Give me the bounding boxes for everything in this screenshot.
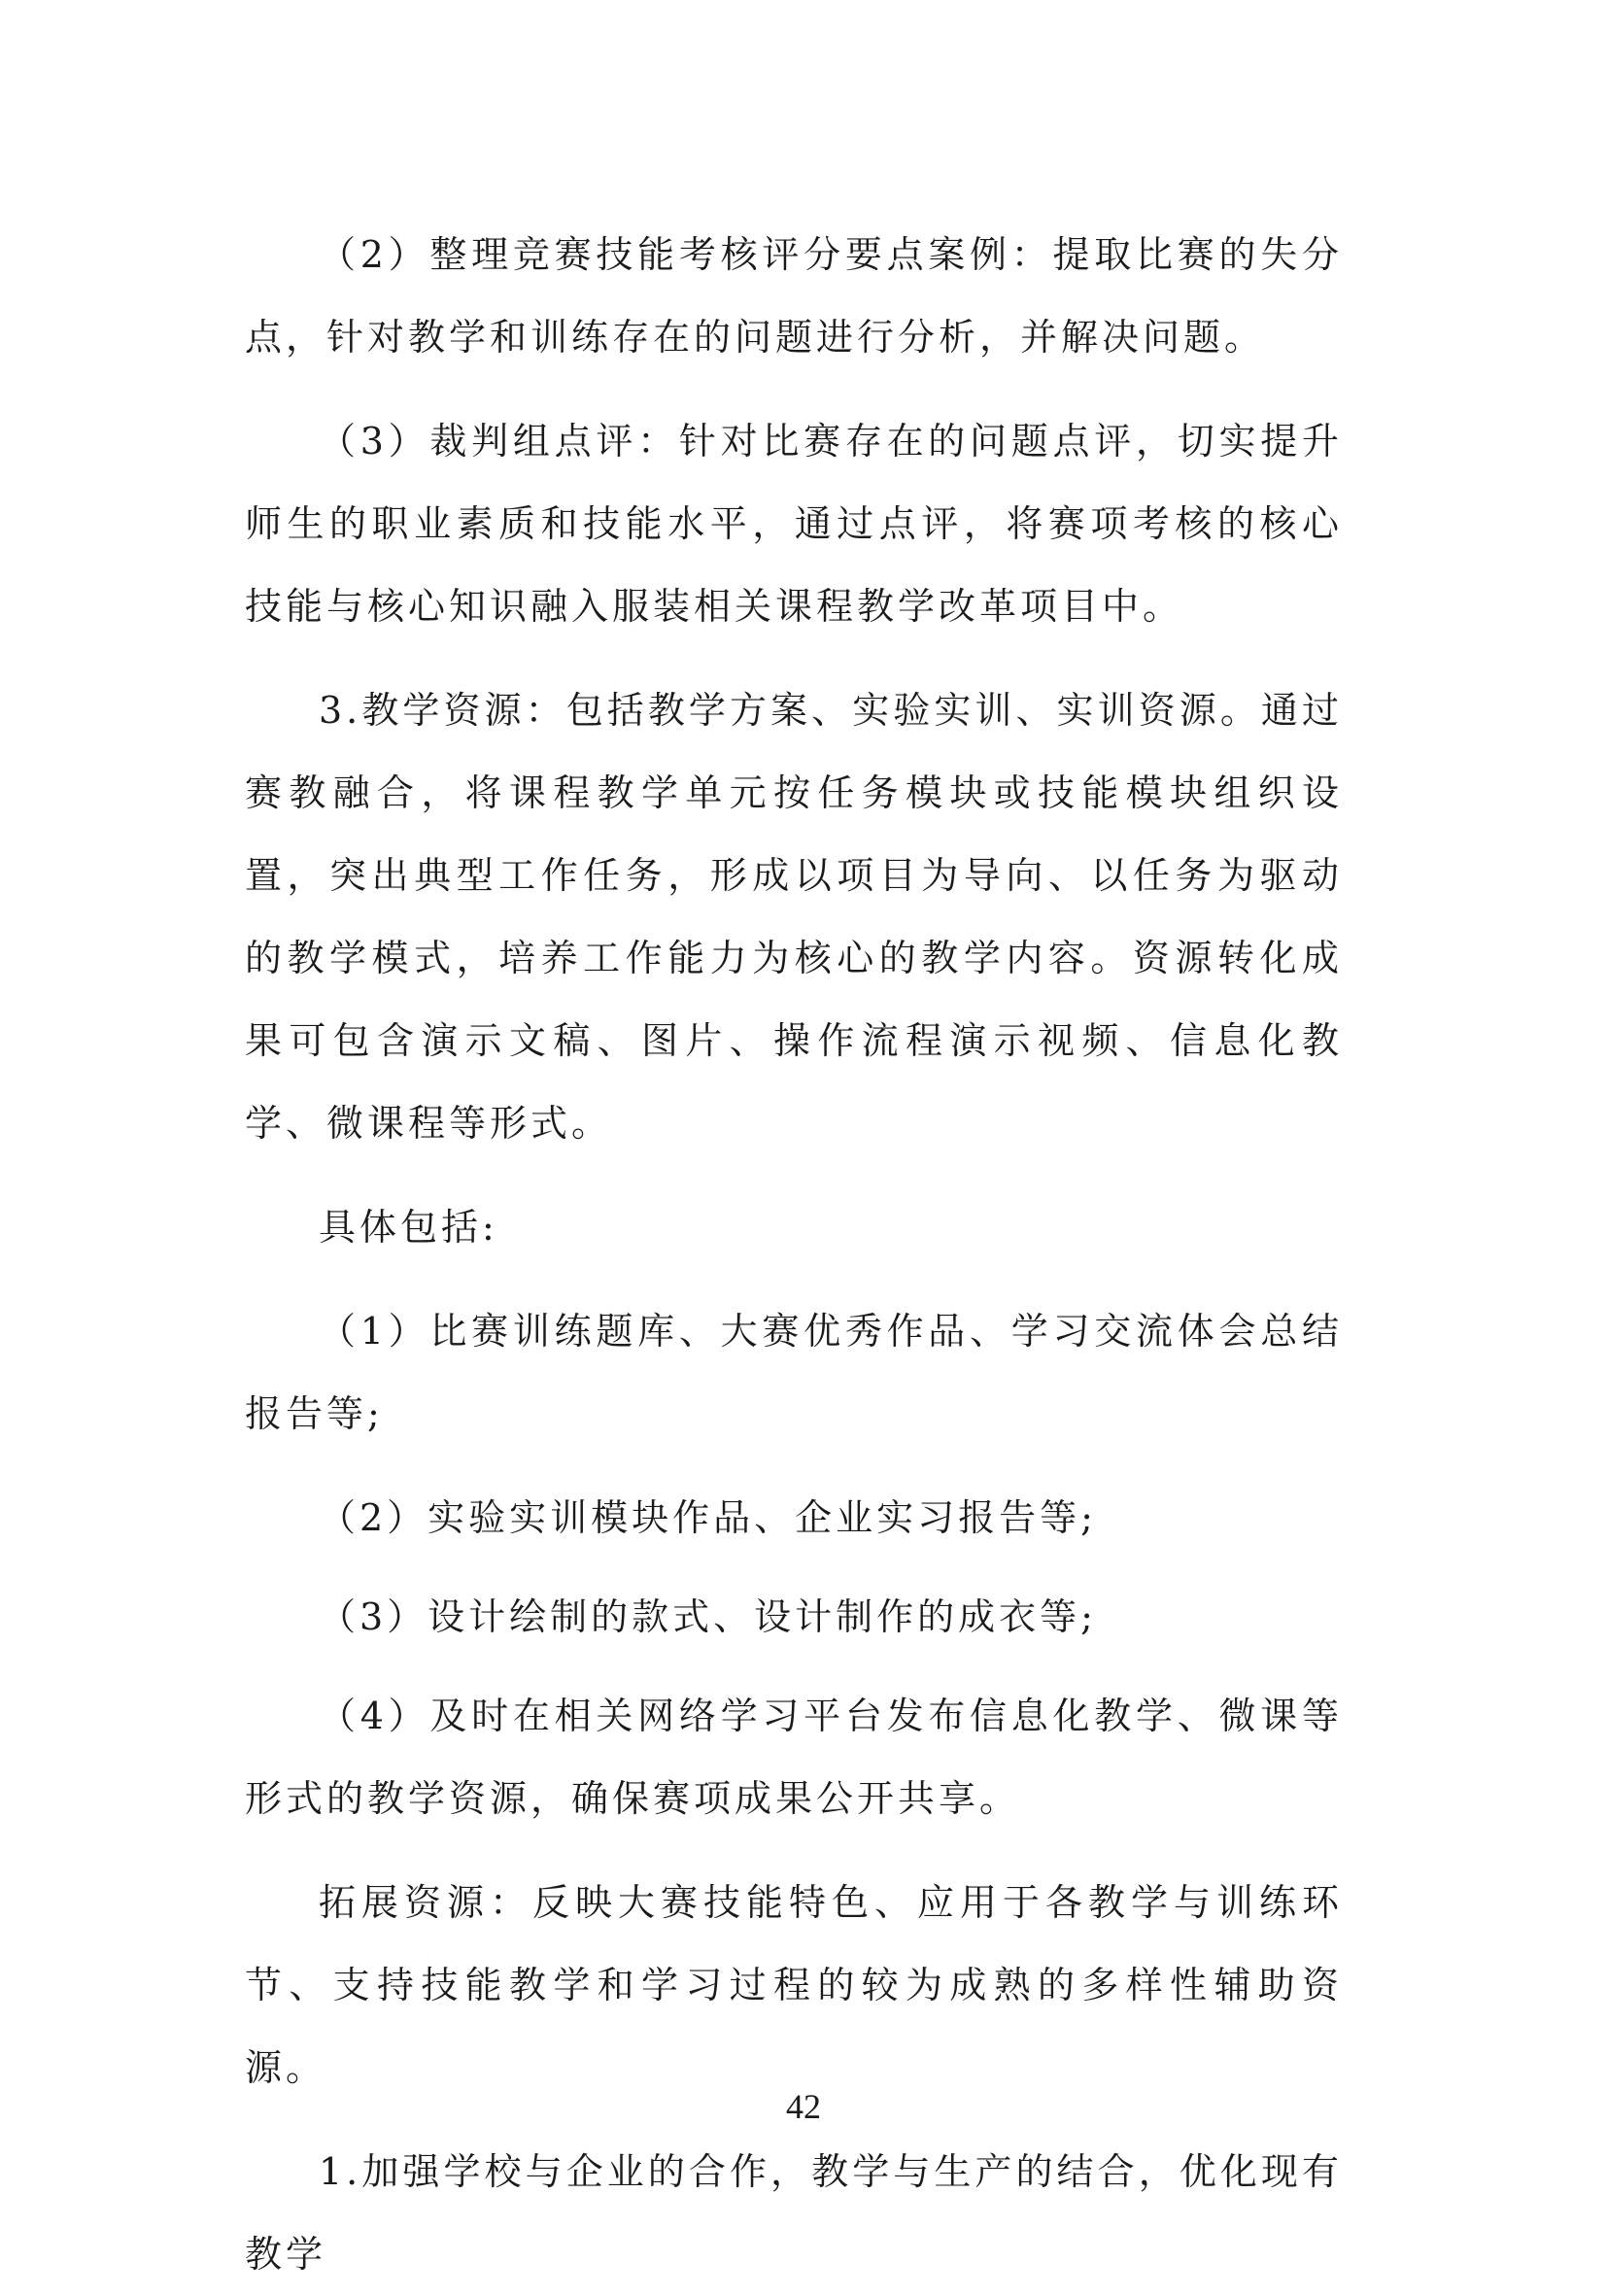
page-number: 42 (786, 2087, 821, 2126)
paragraph-extended-resources: 拓展资源：反映大赛技能特色、应用于各教学与训练环节、支持技能教学和学习过程的较为成熟的多样性辅助资源。 (245, 1881, 1343, 2089)
document-body (245, 214, 1343, 2296)
paragraph-item-1: （1）比赛训练题库、大赛优秀作品、学习交流体会总结报告等; (245, 1310, 1343, 1435)
paragraph-item-4: （4）及时在相关网络学习平台发布信息化教学、微课等形式的教学资源，确保赛项成果公开共享。 (245, 1695, 1343, 1820)
paragraph-item-3: （3）设计绘制的款式、设计制作的成衣等; (319, 1595, 1097, 1638)
paragraph-item-2: （2）实验实训模块作品、企业实习报告等; (319, 1496, 1097, 1539)
paragraph-scoring-cases: （2）整理竞赛技能考核评分要点案例：提取比赛的失分点，针对教学和训练存在的问题进行分析，并解决问题。 (245, 233, 1343, 359)
paragraph-specifics-heading: 具体包括: (319, 1206, 498, 1249)
paragraph-school-enterprise: 1.加强学校与企业的合作，教学与生产的结合，优化现有教学 (245, 2150, 1343, 2276)
paragraph-judge-review: （3）裁判组点评：针对比赛存在的问题点评，切实提升师生的职业素质和技能水平，通过点评，将赛项考核的核心技能与核心知识融入服装相关课程教学改革项目中。 (245, 420, 1343, 628)
paragraph-teaching-resources: 3.教学资源：包括教学方案、实验实训、实训资源。通过赛教融合，将课程教学单元按任务模块或技能模块组织设置，突出典型工作任务，形成以项目为导向、以任务为驱动的教学模式，培养工作能力为核心的教学内容。资源转化成果可包含演示文稿、图片、操作流程演示视频、信息化教学、微课程等形式。 (245, 689, 1343, 1145)
